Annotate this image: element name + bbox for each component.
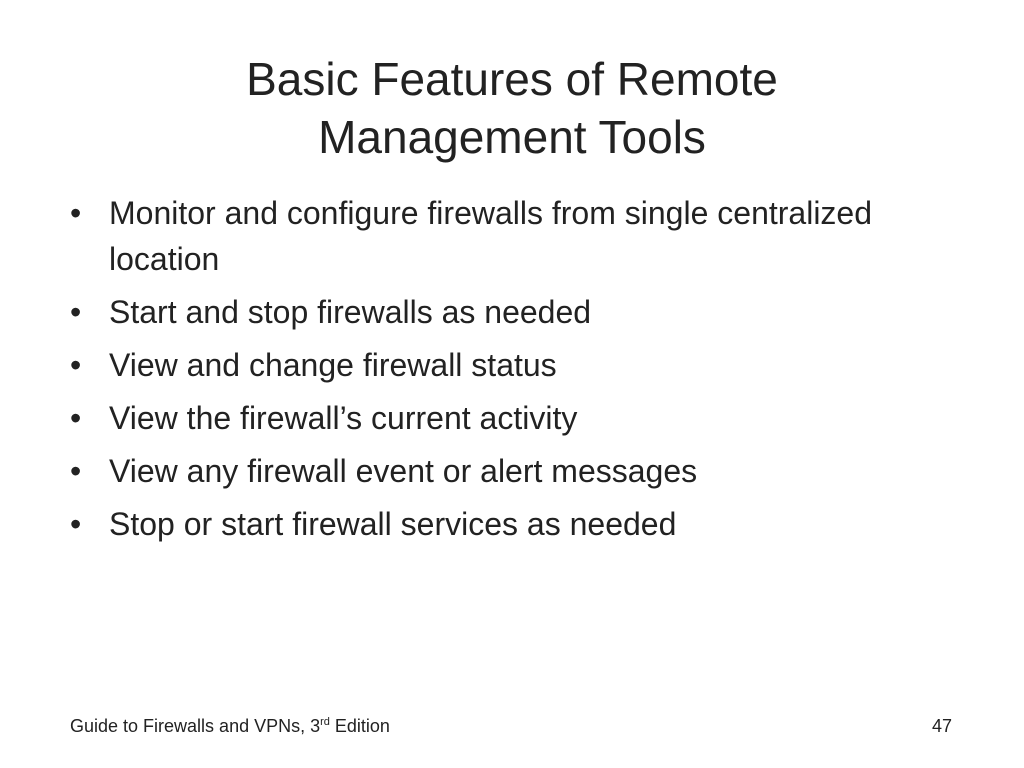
bullet-item <box>70 501 950 547</box>
bullet-marker: • <box>70 400 82 436</box>
bullet-text: Start and stop firewalls as needed <box>109 294 592 330</box>
bullet-marker: • <box>70 506 82 542</box>
bullet-text: View any firewall event or alert messages <box>109 453 698 489</box>
slide-title-line-1: Basic Features of Remote <box>246 53 778 105</box>
bullet-item <box>70 395 950 441</box>
bullet-text: View the firewall’s current activity <box>109 400 578 436</box>
bullet-item <box>70 289 950 335</box>
bullet-marker: • <box>70 453 82 489</box>
bullet-marker: • <box>70 347 82 383</box>
slide-title-line-2: Management Tools <box>318 111 706 163</box>
bullet-marker: • <box>70 195 82 231</box>
page-number: 47 <box>931 716 952 736</box>
footer-book-title-superscript: rd <box>320 716 330 728</box>
footer-book-title <box>70 714 390 738</box>
slide-title <box>0 50 1024 166</box>
bullet-marker: • <box>70 294 82 330</box>
bullet-item <box>70 342 950 388</box>
bullet-list <box>70 190 950 554</box>
footer-book-title-suffix: Edition <box>329 716 390 736</box>
bullet-text: Monitor and configure firewalls from single centralized location <box>109 195 873 277</box>
footer-book-title-prefix: Guide to Firewalls and VPNs, 3 <box>70 716 321 736</box>
bullet-text: View and change firewall status <box>109 347 557 383</box>
bullet-item <box>70 448 950 494</box>
bullet-text: Stop or start firewall services as needed <box>109 506 677 542</box>
bullet-item <box>70 190 950 282</box>
